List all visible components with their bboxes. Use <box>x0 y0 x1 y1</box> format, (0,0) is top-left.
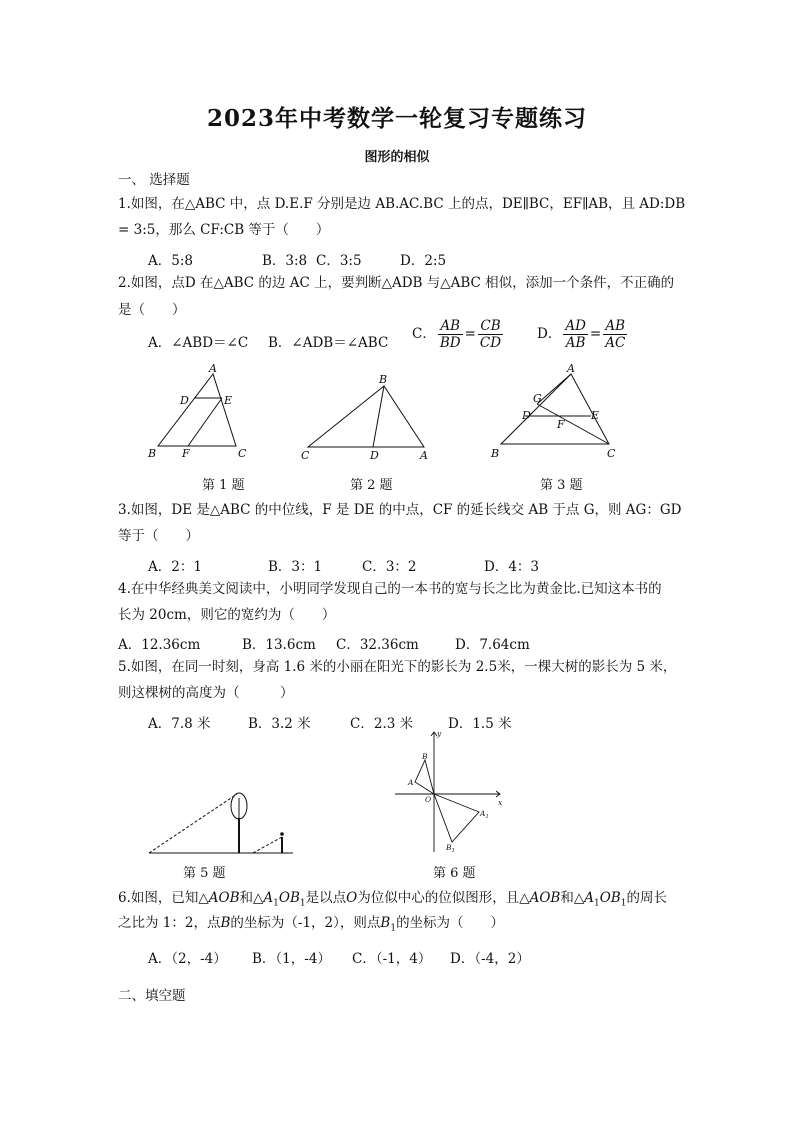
label-y: y <box>437 729 442 738</box>
q5-option-c[interactable]: C．2.3 米 <box>350 716 414 732</box>
label-C: C <box>301 449 310 462</box>
label-E: E <box>224 394 233 407</box>
fraction: $\frac{AB}{BD}$ <box>439 318 461 351</box>
q4-option-c[interactable]: C．32.36cm <box>336 637 419 653</box>
figure-1-triangle <box>140 360 260 470</box>
figure-3-caption: 第 3 题 <box>540 478 583 493</box>
label-C: C <box>607 447 616 460</box>
section-choice-heading: 一、 选择题 <box>118 172 190 188</box>
label-A1: $A_1$ <box>480 809 489 820</box>
label-C: C <box>238 447 247 460</box>
person-head-icon <box>280 832 284 836</box>
label-B: B <box>491 447 500 460</box>
figure-5-caption: 第 5 题 <box>183 866 226 881</box>
label-A: A <box>209 362 217 375</box>
q4-line2: 长为 20cm，则它的宽约为（ ） <box>118 607 336 623</box>
figure-5-shadow <box>145 780 305 860</box>
label-O: O <box>425 795 432 804</box>
q3-option-d[interactable]: D．4：3 <box>484 559 540 575</box>
q5-line2: 则这棵树的高度为（ ） <box>118 685 294 701</box>
q5-option-b[interactable]: B．3.2 米 <box>248 716 311 732</box>
q1-line1: 1.如图，在△ABC 中，点 D.E.F 分别是边 AB.AC.BC 上的点，DE∥BC，EF∥AB，且 AD:DB <box>118 196 686 212</box>
figure-2-triangle <box>298 370 438 470</box>
q5-option-d[interactable]: D．1.5 米 <box>448 716 512 732</box>
label-B: B <box>422 752 428 761</box>
fraction: $\frac{AD}{AB}$ <box>565 318 586 351</box>
label-A: A <box>420 449 428 462</box>
q4-line1: 4.在中华经典美文阅读中，小明同学发现自己的一本书的宽与长之比为黄金比.已知这本书的 <box>118 581 662 597</box>
q6-option-d[interactable]: D．（-4，2） <box>450 951 530 967</box>
page-title: 2023年中考数学一轮复习专题练习 <box>206 105 587 132</box>
label-A: A <box>408 778 414 787</box>
q3-option-b[interactable]: B．3：1 <box>268 559 323 575</box>
q3-line2: 等于（ ） <box>118 528 199 544</box>
label-B: B <box>148 447 157 460</box>
q5-line1: 5.如图，在同一时刻，身高 1.6 米的小丽在阳光下的影长为 2.5米，一棵大树的影长为 5 米， <box>118 659 677 675</box>
label-F: F <box>557 418 565 431</box>
q3-option-c[interactable]: C．3：2 <box>362 559 417 575</box>
q5-option-a[interactable]: A．7.8 米 <box>148 716 211 732</box>
figure-1-caption: 第 1 题 <box>202 478 245 493</box>
q3-line1: 3.如图，DE 是△ABC 的中位线，F 是 DE 的中点，CF 的延长线交 AB 于点 G，则 AG：GD <box>118 502 682 518</box>
label-x: x <box>498 798 503 807</box>
label-D: D <box>180 394 189 407</box>
q1-line2: = 3:5，那么 CF:CB 等于（ ） <box>118 222 330 238</box>
q6-line1: 6.如图，已知△AOB和$\triangle A_1OB_1$是以点O为位似中心的位似图形，且△AOB和$\triangle A_1OB_1$的周长 <box>118 890 667 909</box>
q2-option-c[interactable]: C． $\frac{AB}{BD}$ = $\frac{CB}{CD}$ <box>412 318 502 351</box>
q6-option-b[interactable]: B．（1，-4） <box>252 951 331 967</box>
label-A: A <box>567 362 575 375</box>
q4-option-d[interactable]: D．7.64cm <box>455 637 530 653</box>
label-G: G <box>533 392 542 405</box>
label-E: E <box>591 409 600 422</box>
q4-option-b[interactable]: B．13.6cm <box>242 637 316 653</box>
label-D: D <box>370 449 379 462</box>
q6-line2: 之比为 1：2，点B的坐标为（-1，2），则点$B_1$的坐标为（ ） <box>118 915 505 934</box>
fraction: $\frac{AB}{AC}$ <box>605 318 626 351</box>
figure-6-coordinate-plane <box>392 728 512 856</box>
q2-option-c-prefix: C． <box>412 326 436 342</box>
section-fill-heading: 二、填空题 <box>118 988 186 1004</box>
label-B1: $B_1$ <box>446 843 456 854</box>
fraction: $\frac{CB}{CD}$ <box>479 318 502 351</box>
q2-option-d-prefix: D． <box>537 326 562 342</box>
q1-option-c[interactable]: C．3:5 <box>316 253 362 269</box>
q2-option-b[interactable]: B．∠ADB＝∠ABC <box>268 335 389 351</box>
q2-line1: 2.如图，点D 在△ABC 的边 AC 上，要判断△ADB 与△ABC 相似，添加一个条件，不正确的 <box>118 275 675 291</box>
figure-6-caption: 第 6 题 <box>433 866 476 881</box>
q4-option-a[interactable]: A．12.36cm <box>118 637 201 653</box>
page-subtitle: 图形的相似 <box>364 150 430 165</box>
q3-option-a[interactable]: A．2：1 <box>148 559 202 575</box>
figure-3-triangle <box>485 360 625 470</box>
figure-2-caption: 第 2 题 <box>350 478 393 493</box>
q1-option-b[interactable]: B．3:8 <box>262 253 308 269</box>
label-D: D <box>522 409 531 422</box>
q1-option-d[interactable]: D．2:5 <box>400 253 447 269</box>
q2-line2: 是（ ） <box>118 302 186 318</box>
q2-option-a[interactable]: A．∠ABD＝∠C <box>148 335 249 351</box>
q6-option-a[interactable]: A．（2，-4） <box>148 951 227 967</box>
label-B: B <box>379 373 388 386</box>
q2-option-d[interactable]: D． $\frac{AD}{AB}$ = $\frac{AB}{AC}$ <box>537 318 626 351</box>
q6-option-c[interactable]: C．（-1，4） <box>352 951 432 967</box>
q1-option-a[interactable]: A．5:8 <box>148 253 193 269</box>
label-F: F <box>182 447 190 460</box>
